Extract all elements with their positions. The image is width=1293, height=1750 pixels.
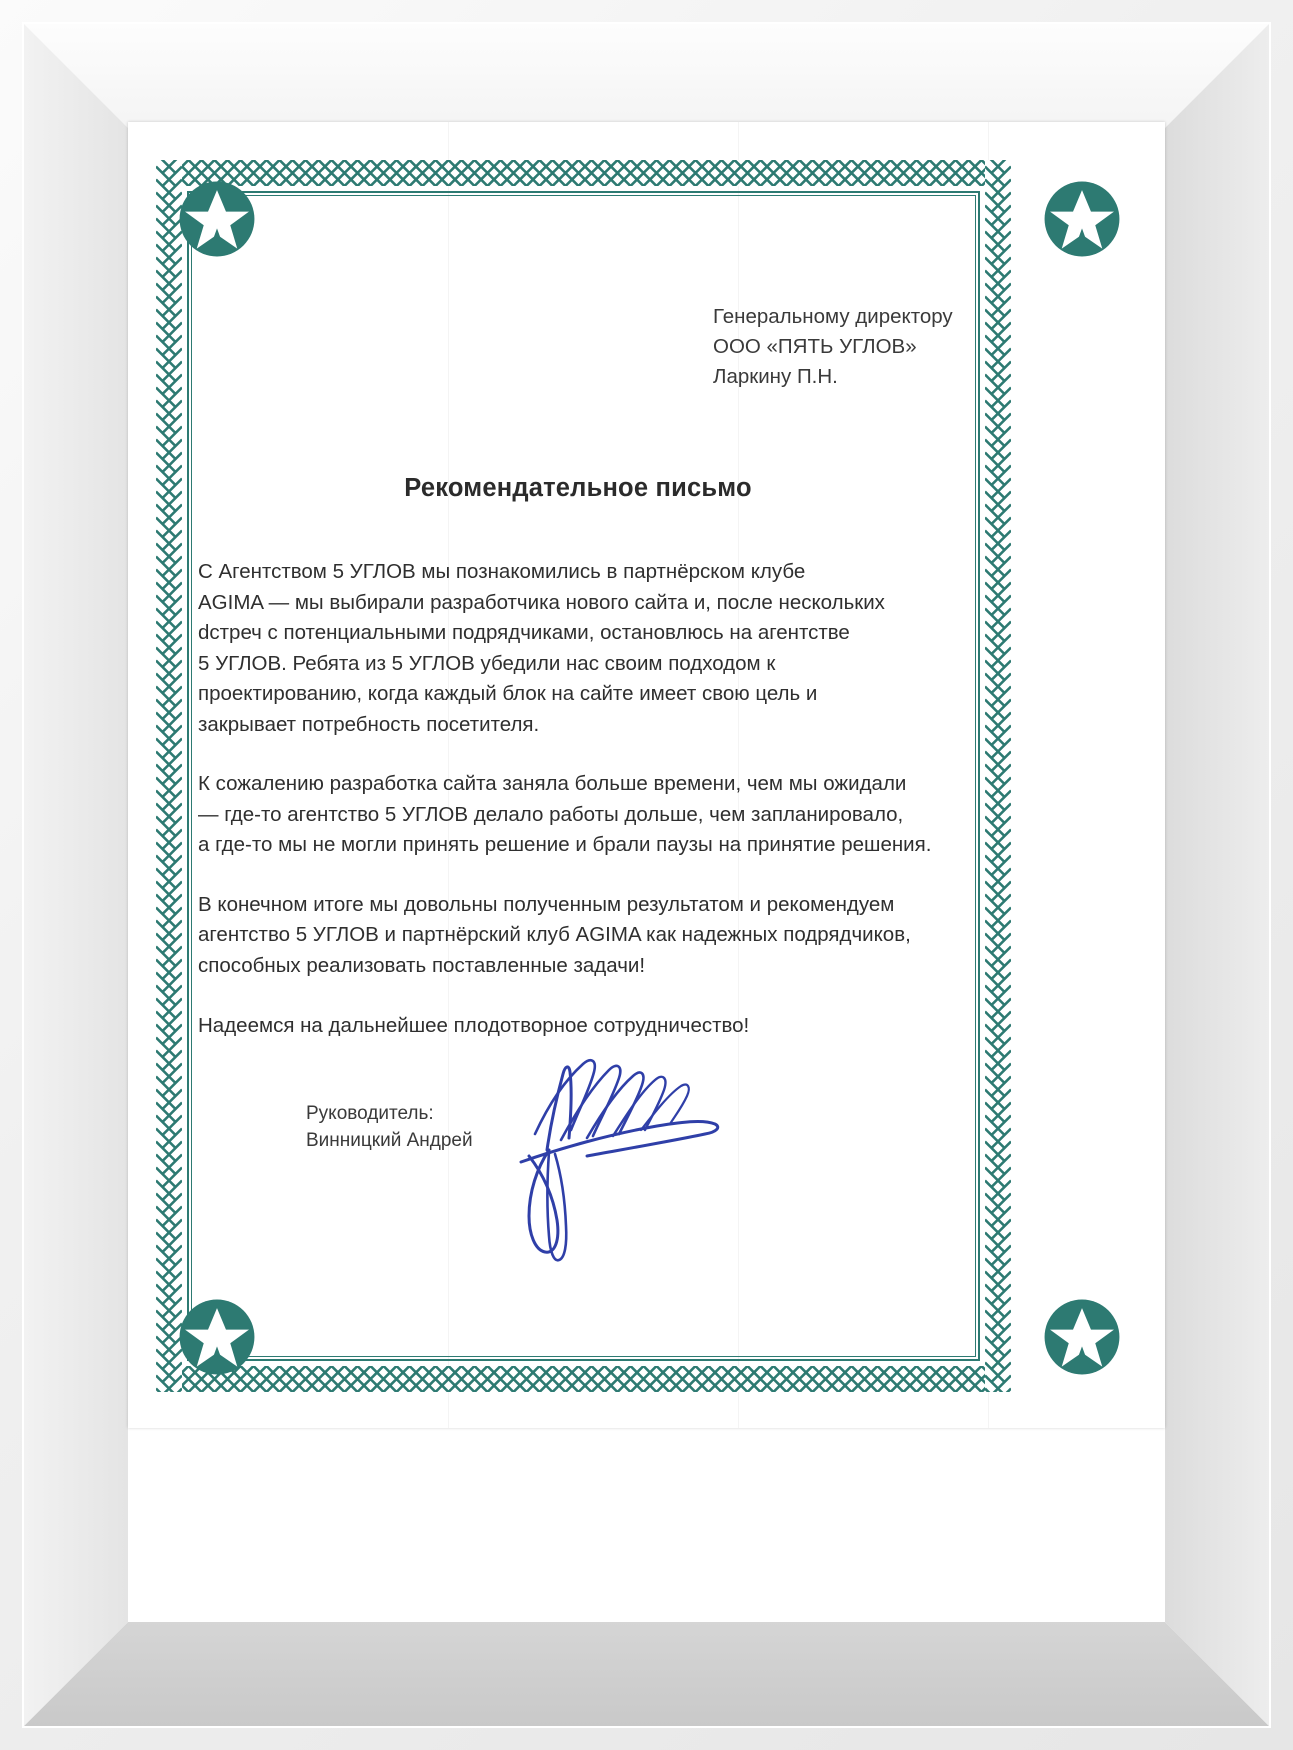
body-line: способных реализовать поставленные задачи! xyxy=(198,953,646,977)
body-line: агентство 5 УГЛОВ и партнёрский клуб AGIMA как надежных подрядчиков, xyxy=(198,923,911,946)
border-ornament-bottom xyxy=(156,1366,1011,1392)
addressee-line-3: Ларкину П.Н. xyxy=(713,365,838,388)
body-line: С Агентством 5 УГЛОВ мы познакомились в партнёрском клубе xyxy=(198,560,806,583)
body-line: — где-то агентство 5 УГЛОВ делало работы дольше, чем запланировало, xyxy=(198,802,904,826)
body-line: 5 УГЛОВ. Ребята из 5 УГЛОВ убедили нас своим подходом к xyxy=(198,651,776,675)
addressee-block xyxy=(713,302,988,392)
body-line: проектированию, когда каждый блок на сайте имеет свою цель и xyxy=(198,682,818,705)
star-in-circle-icon xyxy=(178,180,256,258)
star-in-circle-icon xyxy=(1043,1298,1121,1376)
matte-right-edge xyxy=(1165,24,1269,1726)
body-line: AGIMA — мы выбирали разработчика нового сайта и, после нескольких xyxy=(198,590,885,614)
signature-block xyxy=(306,1100,988,1310)
matte-top-edge xyxy=(24,24,1269,128)
border-ornament-right xyxy=(985,160,1011,1392)
body-line: а где-то мы не могли принять решение и брали паузы на принятие решения. xyxy=(198,833,932,856)
body-line: К сожалению разработка сайта заняла больше времени, чем мы ожидали xyxy=(198,772,907,795)
body-line: dстреч с потенциальными подрядчиками, остановлюсь на агентстве xyxy=(198,621,850,644)
paragraph xyxy=(198,557,988,740)
border-ornament-top xyxy=(156,160,1011,186)
paragraph xyxy=(198,890,988,982)
body-line: закрывает потребность посетителя. xyxy=(198,712,540,736)
signatory-role: Руководитель: xyxy=(306,1102,434,1124)
addressee-line-1: Генеральному директору xyxy=(713,305,953,328)
border-ornament-left xyxy=(156,160,182,1392)
paragraph xyxy=(198,769,988,861)
signatory-labels xyxy=(306,1100,988,1154)
star-in-circle-icon xyxy=(178,1298,256,1376)
addressee-line-2: ООО «ПЯТЬ УГЛОВ» xyxy=(713,335,917,358)
letter-content xyxy=(198,302,988,1310)
body-line: В конечном итоге мы довольны полученным результатом и рекомендуем xyxy=(198,892,895,916)
page-title: Рекомендательное письмо xyxy=(404,474,752,502)
matte-left-edge xyxy=(24,24,128,1726)
certificate-paper xyxy=(128,122,1165,1428)
closing-line: Надеемся на дальнейшее плодотворное сотрудничество! xyxy=(198,1014,750,1037)
star-in-circle-icon xyxy=(1043,180,1121,258)
signatory-name: Винницкий Андрей xyxy=(306,1129,473,1151)
handwritten-signature xyxy=(491,1030,771,1280)
matte-bottom-edge xyxy=(24,1622,1269,1726)
letter-body xyxy=(198,557,988,981)
